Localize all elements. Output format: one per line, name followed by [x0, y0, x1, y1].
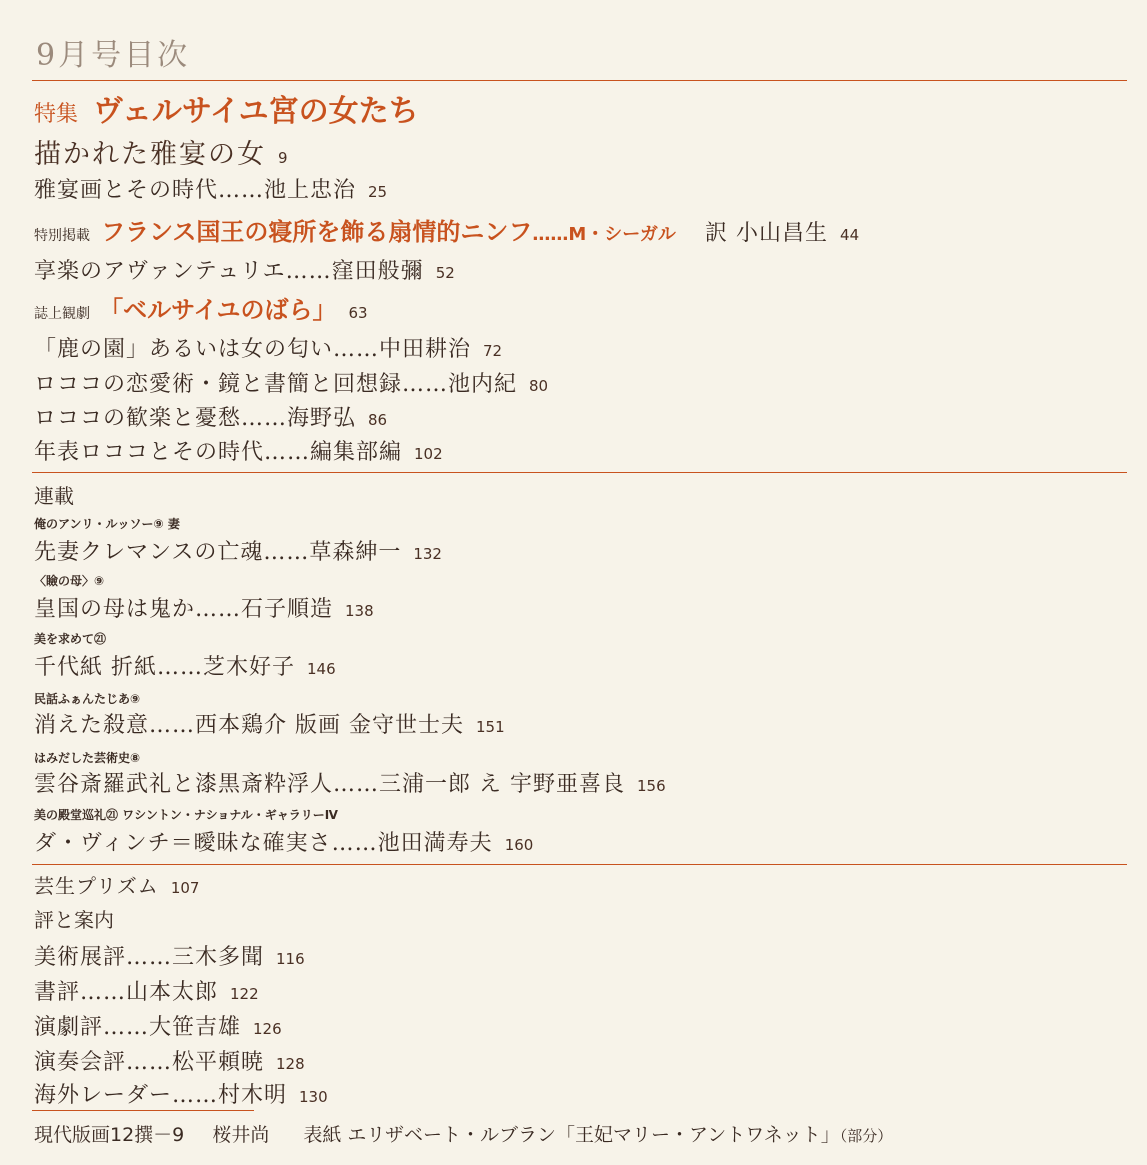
- footer-artist: 桜井尚: [212, 1124, 270, 1146]
- serial-item-5: 雲谷斎羅武礼と漆黒斎粋浮人……三浦一郎 え 宇野亜喜良 156: [34, 772, 666, 797]
- feature-item-4: 「鹿の園」あるいは女の匂い……中田耕治 72: [34, 337, 503, 362]
- prism: 芸生プリズム 107: [34, 874, 200, 898]
- feature-title: ヴェルサイユ宮の女たち: [93, 94, 419, 129]
- review-3: 演劇評……大笹吉雄 126: [34, 1015, 282, 1040]
- footer-note: （部分）: [839, 1127, 893, 1145]
- serial-series-1: 俺のアンリ・ルッソー⑨ 妻: [34, 517, 180, 531]
- feature-rule: [32, 472, 1127, 473]
- footer-rule: [32, 1110, 254, 1111]
- feature-item-6: ロココの歓楽と憂愁……海野弘 86: [34, 406, 388, 431]
- serial-item-6: ダ・ヴィンチ＝曖昧な確実さ……池田満寿夫 160: [34, 831, 534, 856]
- serial-series-6: 美の殿堂巡礼㉑ ワシントン・ナショナル・ギャラリーⅣ: [34, 808, 338, 822]
- review-4: 演奏会評……松平頼暁 128: [34, 1050, 305, 1075]
- serial-series-4: 民話ふぁんたじあ⑨: [34, 692, 141, 706]
- serial-item-2: 皇国の母は鬼か……石子順造 138: [34, 597, 374, 622]
- feature-theater: 誌上観劇 「ベルサイユのばら」 63: [34, 296, 368, 324]
- feature-item-5: ロココの恋愛術・鏡と書簡と回想録……池内紀 80: [34, 372, 549, 397]
- feature-item-3: 享楽のアヴァンテュリエ……窪田般彌 52: [34, 259, 455, 284]
- feature-item-1: 描かれた雅宴の女 9: [34, 139, 288, 170]
- review-5: 海外レーダー……村木明 130: [34, 1083, 328, 1108]
- serial-rule: [32, 864, 1127, 865]
- feature-heading: [34, 86, 419, 130]
- review-label: 評と案内: [34, 908, 114, 932]
- footer: [34, 1120, 892, 1147]
- feature-special: 特別掲載 フランス国王の寝所を飾る扇情的ニンフ……M・シーガル 訳 小山昌生 44: [34, 218, 860, 246]
- feature-item-7: 年表ロココとその時代……編集部編 102: [34, 440, 443, 465]
- footer-prints: 現代版画12撰－9: [34, 1124, 185, 1146]
- feature-label: 特集: [34, 102, 79, 127]
- review-1: 美術展評……三木多聞 116: [34, 945, 305, 970]
- serial-item-4: 消えた殺意……西本鶏介 版画 金守世士夫 151: [34, 713, 505, 738]
- serial-label: 連載: [34, 484, 74, 508]
- serial-item-3: 千代紙 折紙……芝木好子 146: [34, 655, 336, 680]
- review-2: 書評……山本太郎 122: [34, 980, 259, 1005]
- footer-cover: 表紙 エリザベート・ルブラン「王妃マリー・アントワネット」: [303, 1124, 840, 1146]
- serial-series-5: はみだした芸術史⑧: [34, 751, 141, 765]
- serial-item-1: 先妻クレマンスの亡魂……草森紳一 132: [34, 540, 442, 565]
- page-title: 9月号目次: [36, 38, 191, 73]
- serial-series-3: 美を求めて㉑: [34, 632, 107, 646]
- feature-item-2: 雅宴画とその時代……池上忠治 25: [34, 178, 388, 203]
- serial-series-2: 〈瞼の母〉⑨: [34, 574, 105, 588]
- title-rule: [32, 80, 1127, 81]
